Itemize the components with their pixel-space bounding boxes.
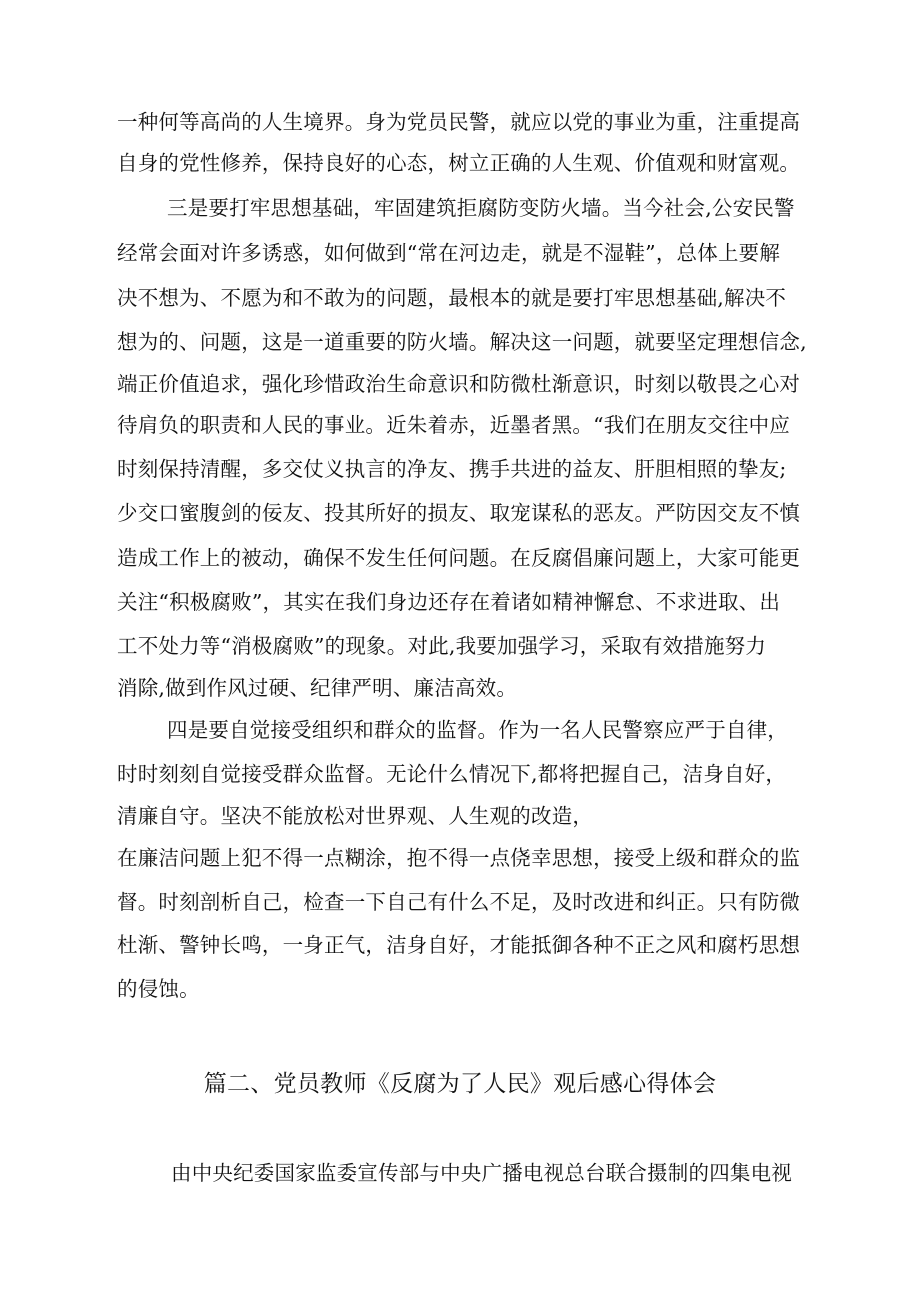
paragraph-2-line-12: 消除,做到作风过硬、纪律严明、廉洁高效。 (117, 676, 518, 700)
paragraph-4-line-1: 由中央纪委国家监委宣传部与中央广播电视总台联合摄制的四集电视 (171, 1161, 792, 1185)
paragraph-2-line-3: 决不想为、不愿为和不敢为的问题，最根本的就是要打牢思想基础,解决不 (117, 286, 787, 310)
paragraph-2-line-9: 造成工作上的被动，确保不发生任何问题。在反腐倡廉问题上，大家可能更 (117, 546, 801, 570)
paragraph-2-line-2: 经常会面对许多诱惑，如何做到“常在河边走，就是不湿鞋”，总体上要解 (117, 241, 781, 265)
paragraph-3-line-7: 的侵蚀。 (117, 977, 200, 1001)
paragraph-3-line-4: 在廉洁问题上犯不得一点糊涂，抱不得一点侥幸思想，接受上级和群众的监 (117, 846, 801, 870)
paragraph-2-line-8: 少交口蜜腹剑的佞友、投其所好的损友、取宠谋私的恶友。严防因交友不慎 (117, 501, 801, 525)
section-heading: 篇二、党员教师《反腐为了人民》观后感心得体会 (203, 1071, 717, 1097)
paragraph-3-line-2: 时时刻刻自觉接受群众监督。无论什么情况下,都将把握自己，洁身自好， (117, 762, 787, 786)
paragraph-2-line-7: 时刻保持清醒，多交仗义执言的净友、携手共进的益友、肝胆相照的挚友; (117, 457, 787, 481)
paragraph-1-line-1: 一种何等高尚的人生境界。身为党员民警，就应以党的事业为重，注重提高 (117, 110, 801, 134)
paragraph-2-line-1: 三是要打牢思想基础，牢固建筑拒腐防变防火墙。当今社会,公安民警 (167, 196, 795, 220)
paragraph-3-line-3: 清廉自守。坚决不能放松对世界观、人生观的改造， (117, 804, 594, 828)
paragraph-1-line-2: 自身的党性修养，保持良好的心态，树立正确的人生观、价值观和财富观。 (117, 151, 801, 175)
paragraph-2-line-4: 想为的、问题，这是一道重要的防火墙。解决这一问题，就要坚定理想信念, (117, 330, 807, 354)
paragraph-2-line-6: 待肩负的职责和人民的事业。近朱着赤，近墨者黑。“我们在朋友交往中应 (117, 413, 791, 437)
paragraph-3-line-1: 四是要自觉接受组织和群众的监督。作为一名人民警察应严于自律， (167, 718, 788, 742)
paragraph-2-line-11: 工不处力等“消极腐败”的现象。对此,我要加强学习，采取有效措施努力 (117, 634, 767, 658)
paragraph-2-line-5: 端正价值追求，强化珍惜政治生命意识和防微杜渐意识，时刻以敬畏之心对 (117, 372, 801, 396)
paragraph-2-line-10: 关注“积极腐败”，其实在我们身边还存在着诸如精神懈怠、不求进取、出 (117, 590, 781, 614)
paragraph-3-line-5: 督。时刻剖析自己，检查一下自己有什么不足，及时改进和纠正。只有防微 (117, 890, 801, 914)
paragraph-3-line-6: 杜渐、警钟长鸣，一身正气，洁身自好，才能抵御各种不正之风和腐朽思想 (117, 933, 801, 957)
